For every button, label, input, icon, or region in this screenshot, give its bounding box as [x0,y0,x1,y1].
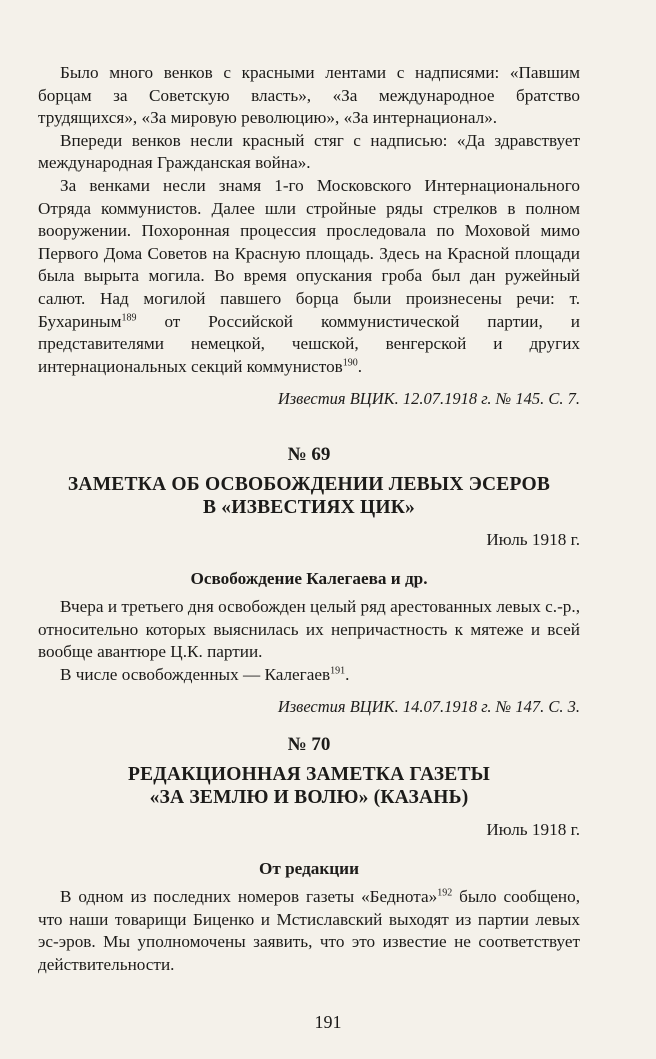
text-run: от Российской коммунистической партии, и представителями немецкой, чешской, венгерской и других интернациональных секций коммунистов [38,311,580,376]
page-body [38,62,580,977]
source-citation: Известия ВЦИК. 14.07.1918 г. № 147. С. 3. [277,697,580,717]
text-run: . [345,664,350,684]
document-number: № 70 [287,734,331,756]
source-citation: Известия ВЦИК. 12.07.1918 г. № 145. С. 7. [277,389,580,409]
text-run: В числе освобожденных — Калегаев [60,664,331,684]
title-line: В «ИЗВЕСТИЯХ ЦИК» [202,496,416,518]
document-date: Июль 1918 г. [486,529,580,549]
paragraph [38,175,580,378]
paragraph [38,664,580,687]
title-line: ЗАМЕТКА ОБ ОСВОБОЖДЕНИИ ЛЕВЫХ ЭСЕРОВ [67,473,551,495]
text-run: было сообщено, что наши товарищи Биценко и Мстиславский выходят из партии левых эс-эров. Мы уполномочены заявить, что это известие не соответствует действительности. [38,887,580,975]
subheading: Освобождение Калегаева и др. [190,568,428,588]
title-line: «ЗА ЗЕМЛЮ И ВОЛЮ» (КАЗАНЬ) [149,787,469,809]
footnote-ref[interactable]: 191 [330,665,346,677]
footnote-ref[interactable]: 190 [342,356,358,368]
paragraph [38,886,580,976]
footnote-ref[interactable]: 189 [121,311,137,323]
page-number: 191 [314,1012,342,1032]
text-run: . [357,356,363,376]
document-number: № 69 [287,443,331,465]
paragraph: Вчера и третьего дня освобожден целый ряд арестованных левых с.-р., относительно которых выяснилась их непричастность к мятеже и всей вообще авантюре Ц.К. партии. [38,597,580,662]
footnote-ref[interactable]: 192 [437,887,453,899]
subheading: От редакции [259,858,359,878]
text-run: В одном из последних номеров газеты «Беднота» [60,887,438,907]
document-title [38,763,580,809]
document-title [38,473,580,519]
paragraph: Было много венков с красными лентами с надписями: «Павшим борцам за Советскую власть», «За международное братство трудящихся», «За мировую революцию», «За интернационал». [38,63,580,128]
paragraph: Впереди венков несли красный стяг с надписью: «Да здравствует международная Гражданская война». [38,130,580,173]
document-date: Июль 1918 г. [486,820,580,840]
title-line: РЕДАКЦИОННАЯ ЗАМЕТКА ГАЗЕТЫ [127,764,491,786]
text-run: За венками несли знамя 1-го Московского Интернационального Отряда коммунистов. Далее шли стройные ряды стрелков в полном вооружении. Похоронная процессия проследовала по Моховой мимо Первого Дома Советов на Красную площадь. Здесь на Красной площади была вырыта могила. Во время опускания гроба был дан ружейный салют. Над могилой павшего борца были произнесены речи: т. Бухариным [38,175,580,331]
